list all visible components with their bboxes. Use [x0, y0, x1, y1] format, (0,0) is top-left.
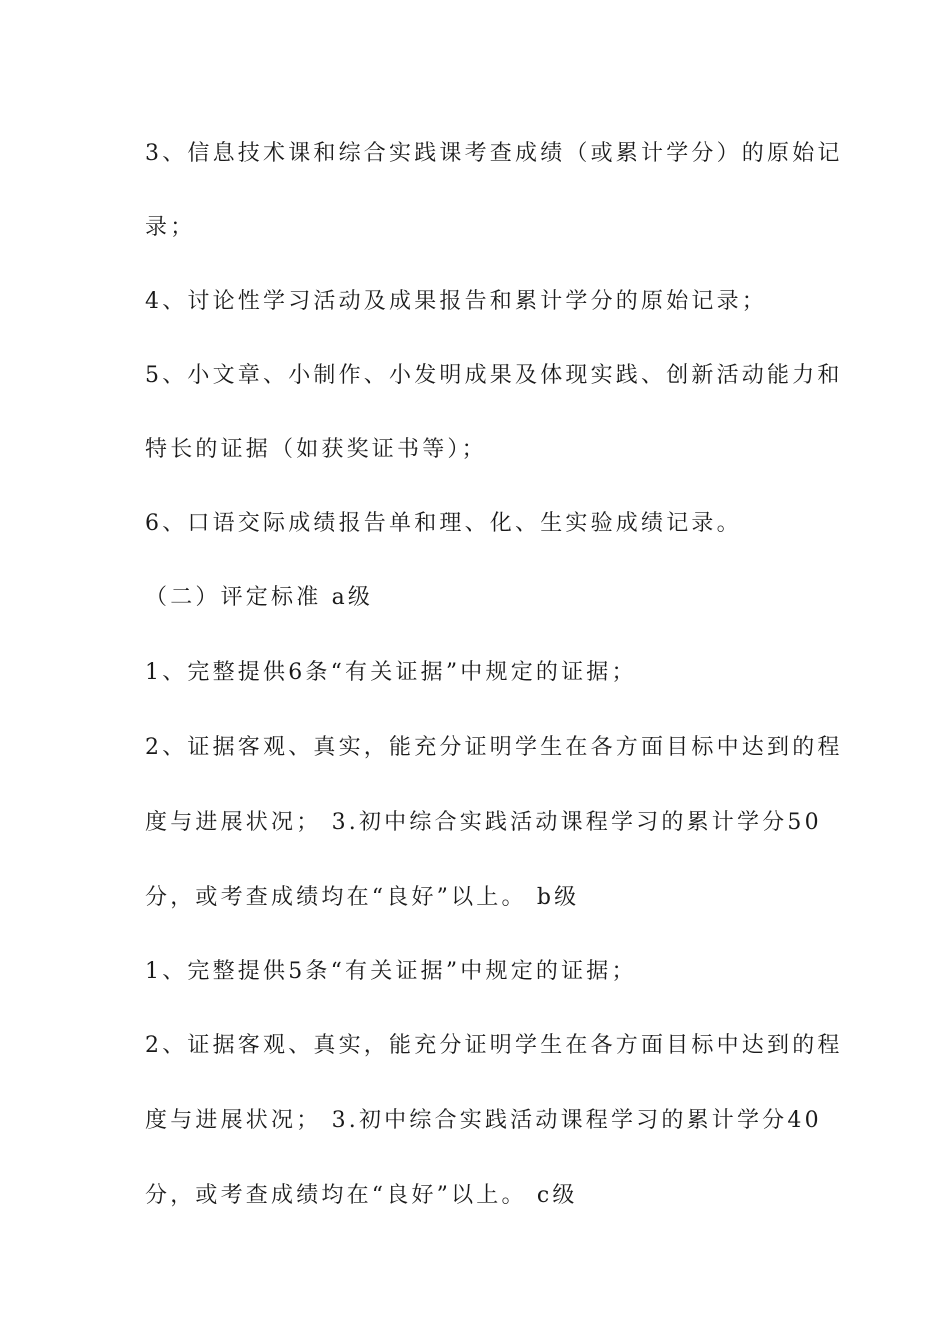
text-line: 4、讨论性学习活动及成果报告和累计学分的原始记录；	[145, 289, 767, 314]
text-line: 分，或考查成绩均在“良好”以上。 b级	[145, 885, 580, 910]
text-line: 2、证据客观、真实，能充分证明学生在各方面目标中达到的程	[145, 1033, 843, 1058]
text-line: 分，或考查成绩均在“良好”以上。 c级	[145, 1183, 578, 1208]
text-line: 1、完整提供6条“有关证据”中规定的证据；	[145, 660, 637, 685]
text-line: 录；	[145, 215, 196, 240]
text-line: 度与进展状况； 3.初中综合实践活动课程学习的累计学分40	[145, 1108, 822, 1133]
text-line: 6、口语交际成绩报告单和理、化、生实验成绩记录。	[145, 511, 742, 536]
text-line: 3、信息技术课和综合实践课考查成绩（或累计学分）的原始记	[145, 141, 843, 166]
text-line: 度与进展状况； 3.初中综合实践活动课程学习的累计学分50	[145, 810, 822, 835]
text-line: 2、证据客观、真实，能充分证明学生在各方面目标中达到的程	[145, 735, 843, 760]
text-line: 5、小文章、小制作、小发明成果及体现实践、创新活动能力和	[145, 363, 843, 388]
text-line: 特长的证据（如获奖证书等）；	[145, 437, 487, 462]
section-heading: （二）评定标准 a级	[145, 585, 374, 610]
text-line: 1、完整提供5条“有关证据”中规定的证据；	[145, 959, 637, 984]
